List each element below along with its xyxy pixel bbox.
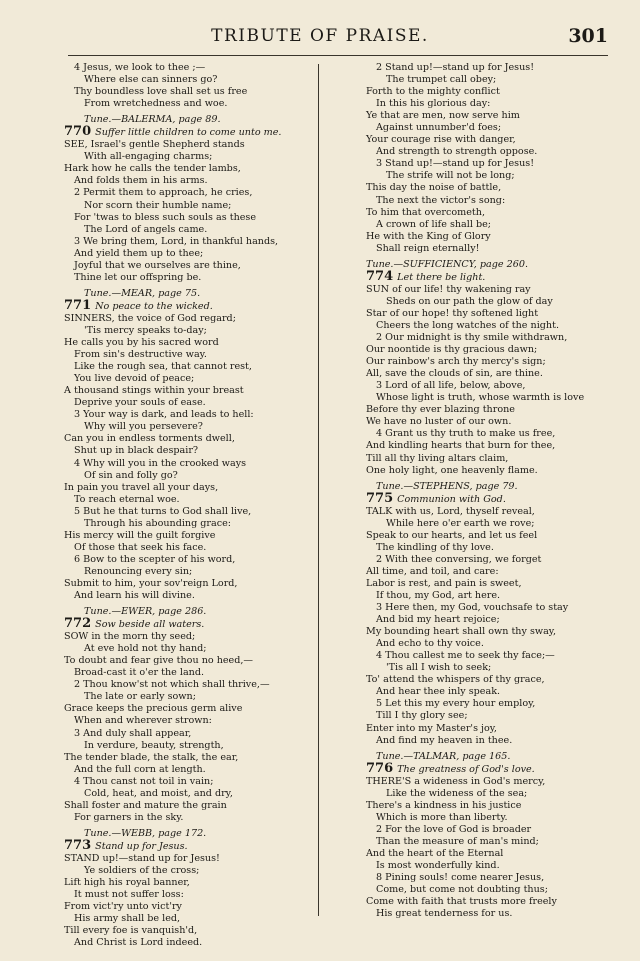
- verse-line: The next the victor's song:: [376, 194, 506, 206]
- verse-line: Deprive your souls of ease.: [74, 397, 206, 409]
- hymn-heading: [64, 126, 312, 139]
- verse-line: Ye soldiers of the cross;: [84, 865, 200, 877]
- verse-line: Why will you persevere?: [84, 421, 203, 433]
- verse-line: The late or early sown;: [84, 691, 196, 703]
- column-divider: [318, 64, 319, 916]
- verse-line: And learn his will divine.: [74, 590, 195, 602]
- verse-line: 5 But he that turns to God shall live,: [74, 505, 252, 517]
- verse-line: Labor is rest, and pain is sweet,: [366, 577, 522, 589]
- verse-line: Till every foe is vanquish'd,: [64, 925, 198, 937]
- verse-line: 3 Lord of all life, below, above,: [376, 380, 526, 392]
- verse-line: Whose light is truth, whose warmth is love: [376, 392, 585, 404]
- verse-line: Our noontide is thy gracious dawn;: [366, 344, 538, 356]
- hymn-first-line: SEE, Israel's gentle Shepherd stands: [64, 139, 245, 151]
- verse-line: Star of our hope! thy softened light: [366, 307, 539, 319]
- tune-line: Tune.—STEPHENS, page 79.: [376, 480, 518, 492]
- verse-line: 6 Bow to the scepter of his word,: [74, 553, 236, 565]
- hymn-heading: [64, 618, 312, 631]
- verse-line: In verdure, beauty, strength,: [84, 739, 224, 751]
- verse-line: While here o'er earth we rove;: [386, 517, 535, 529]
- verse-line: Like the rough sea, that cannot rest,: [74, 361, 252, 373]
- verse-line: With all-engaging charms;: [84, 151, 213, 163]
- hymn-number: 775: [366, 490, 394, 506]
- verse-line: If thou, my God, art here.: [376, 590, 501, 602]
- verse-line: The Lord of angels came.: [84, 223, 208, 235]
- verse-line: 8 Pining souls! come nearer Jesus,: [376, 872, 545, 884]
- verse-line: The trumpet call obey;: [386, 74, 497, 86]
- verse-line: When and wherever strown:: [74, 715, 212, 727]
- verse-line: 2 Stand up!—stand up for Jesus!: [376, 62, 535, 73]
- verse-line: Cheers the long watches of the night.: [376, 319, 560, 331]
- hymn-number: 773: [64, 837, 92, 853]
- verse-line: One holy light, one heavenly flame.: [366, 464, 538, 476]
- verse-line: The tender blade, the stalk, the ear,: [64, 751, 239, 763]
- left-column: [64, 62, 312, 949]
- hymn-topic: No peace to the wicked.: [95, 300, 213, 312]
- verse-line: To' attend the whispers of thy grace,: [366, 674, 545, 686]
- verse-line: 4 Thou callest me to seek thy face;—: [376, 650, 555, 662]
- verse-line: Enter into my Master's joy,: [366, 722, 497, 734]
- verse-line: Shall reign eternally!: [376, 242, 480, 254]
- verse-line: 2 Our midnight is thy smile withdrawn,: [376, 332, 568, 344]
- hymn-first-line: THERE'S a wideness in God's mercy,: [366, 775, 546, 787]
- hymn-topic: Suffer little children to come unto me.: [95, 127, 282, 139]
- verse-line: To doubt and fear give thou no heed,—: [64, 655, 254, 667]
- verse-line: 3 We bring them, Lord, in thankful hands,: [74, 235, 279, 247]
- verse-line: Than the measure of man's mind;: [376, 835, 539, 847]
- verse-line: 2 Thou know'st not which shall thrive,—: [74, 679, 270, 691]
- verse-line: And strength to strength oppose.: [376, 146, 538, 158]
- verse-line: To reach eternal woe.: [74, 493, 180, 505]
- verse-line: 3 Here then, my God, vouchsafe to stay: [376, 602, 569, 614]
- verse-line: His great tenderness for us.: [376, 908, 513, 920]
- verse-line: And the full corn at length.: [74, 763, 206, 775]
- tune-line: Tune.—MEAR, page 75.: [84, 287, 201, 299]
- verse-line: His mercy will the guilt forgive: [64, 529, 216, 541]
- verse-line: Thine let our offspring be.: [74, 271, 202, 283]
- verse-line: 4 Jesus, we look to thee ;—: [74, 62, 206, 73]
- verse-line: He with the King of Glory: [366, 230, 491, 242]
- verse-line: 2 Permit them to approach, he cries,: [74, 187, 253, 199]
- hymn-number: 774: [366, 268, 394, 284]
- verse-line: And folds them in his arms.: [74, 175, 208, 187]
- verse-line: 4 Why will you in the crooked ways: [74, 457, 247, 469]
- verse-line: For 'twas to bless such souls as these: [74, 211, 257, 223]
- hymn-heading: [64, 837, 312, 853]
- hymn-heading: [64, 297, 312, 313]
- verse-line: In this his glorious day:: [376, 98, 491, 110]
- hymn-number: 771: [64, 297, 92, 313]
- verse-line: 2 For the love of God is broader: [376, 823, 532, 835]
- header-rule: [68, 55, 608, 56]
- verse-line: This day the noise of battle,: [366, 182, 502, 194]
- hymn-heading: [366, 760, 606, 776]
- verse-line: 3 Stand up!—stand up for Jesus!: [376, 158, 535, 170]
- hymn-topic: Let there be light.: [397, 271, 486, 283]
- verse-line: Sheds on our path the glow of day: [386, 295, 553, 307]
- verse-line: 'Tis mercy speaks to-day;: [84, 324, 207, 336]
- verse-line: Of sin and folly go?: [84, 469, 178, 481]
- verse-line: Before thy ever blazing throne: [366, 404, 515, 416]
- verse-line: And yield them up to thee;: [74, 247, 204, 259]
- verse-line: Come, but come not doubting thus;: [376, 884, 548, 896]
- verse-line: From sin's destructive way.: [74, 349, 207, 361]
- hymn-first-line: TALK with us, Lord, thyself reveal,: [366, 505, 535, 517]
- verse-line: Of those that seek his face.: [74, 541, 207, 553]
- verse-line: A thousand stings within your breast: [64, 385, 244, 397]
- verse-line: Forth to the mighty conflict: [366, 86, 500, 98]
- hymn-first-line: STAND up!—stand up for Jesus!: [64, 853, 220, 864]
- verse-line: And hear thee inly speak.: [376, 686, 501, 698]
- verse-line: 'Tis all I wish to seek;: [386, 662, 492, 674]
- verse-line: Shall foster and mature the grain: [64, 799, 227, 811]
- verse-line: To him that overcometh,: [366, 206, 485, 218]
- verse-line: Which is more than liberty.: [376, 811, 508, 823]
- verse-line: Nor scorn their humble name;: [84, 199, 232, 211]
- verse-line: Ye that are men, now serve him: [366, 110, 520, 122]
- verse-line: Like the wideness of the sea;: [386, 787, 528, 799]
- verse-line: From wretchedness and woe.: [84, 98, 228, 110]
- verse-line: Our rainbow's arch thy mercy's sign;: [366, 356, 546, 368]
- hymn-topic: Communion with God.: [397, 493, 506, 505]
- verse-line: All time, and toil, and care:: [366, 565, 499, 577]
- hymn-topic: Stand up for Jesus.: [95, 840, 188, 852]
- verse-line: And echo to thy voice.: [376, 638, 484, 650]
- hymn-number: 772: [64, 616, 92, 632]
- right-column: [366, 62, 606, 920]
- verse-line: Speak to our hearts, and let us feel: [366, 529, 538, 541]
- verse-line: Submit to him, your sov'reign Lord,: [64, 577, 238, 589]
- verse-line: It must not suffer loss:: [74, 889, 184, 901]
- verse-line: From vict'ry unto vict'ry: [64, 901, 182, 913]
- verse-line: Where else can sinners go?: [84, 74, 218, 86]
- verse-line: And kindling hearts that burn for thee,: [366, 440, 556, 452]
- verse-line: Against unnumber'd foes;: [376, 122, 502, 134]
- verse-line: The strife will not be long;: [386, 170, 515, 182]
- tune-line: Tune.—TALMAR, page 165.: [376, 750, 511, 762]
- tune-line: Tune.—EWER, page 286.: [84, 606, 207, 618]
- verse-line: 4 Thou canst not toil in vain;: [74, 775, 214, 787]
- verse-line: His army shall be led,: [74, 913, 181, 925]
- page-number: 301: [568, 25, 608, 47]
- verse-line: And find my heaven in thee.: [376, 734, 513, 746]
- tune-line: Tune.—SUFFICIENCY, page 260.: [366, 258, 528, 270]
- verse-line: 2 With thee conversing, we forget: [376, 553, 542, 565]
- verse-line: Shut up in black despair?: [74, 445, 199, 457]
- verse-line: In pain you travel all your days,: [64, 481, 219, 493]
- verse-line: All, save the clouds of sin, are thine.: [366, 368, 543, 380]
- hymn-number: 776: [366, 760, 394, 776]
- verse-line: You live devoid of peace;: [74, 373, 195, 385]
- running-title: TRIBUTE OF PRAISE.: [211, 26, 429, 46]
- verse-line: He calls you by his sacred word: [64, 337, 219, 349]
- verse-line: And Christ is Lord indeed.: [74, 937, 203, 949]
- hymn-number: 770: [64, 124, 92, 140]
- verse-line: There's a kindness in his justice: [366, 799, 522, 811]
- verse-line: The kindling of thy love.: [376, 541, 494, 553]
- verse-line: Joyful that we ourselves are thine,: [74, 259, 241, 271]
- page-header: [0, 26, 640, 50]
- verse-line: Hark how he calls the tender lambs,: [64, 163, 241, 175]
- verse-line: 5 Let this my every hour employ,: [376, 698, 536, 710]
- hymn-heading: [366, 490, 606, 506]
- verse-line: My bounding heart shall own thy sway,: [366, 626, 556, 638]
- hymn-topic: The greatness of God's love.: [397, 763, 535, 775]
- verse-line: Lift high his royal banner,: [64, 877, 190, 889]
- verse-line: Can you in endless torments dwell,: [64, 433, 235, 445]
- hymn-first-line: SUN of our life! thy wakening ray: [366, 283, 531, 295]
- verse-line: And the heart of the Eternal: [366, 848, 504, 859]
- hymn-topic: Sow beside all waters.: [95, 619, 205, 631]
- verse-line: 3 And duly shall appear,: [74, 727, 192, 739]
- hymn-first-line: SINNERS, the voice of God regard;: [64, 312, 236, 324]
- tune-line: Tune.—BALERMA, page 89.: [84, 114, 221, 126]
- verse-line: Thy boundless love shall set us free: [74, 86, 248, 98]
- verse-line: Cold, heat, and moist, and dry,: [84, 787, 233, 799]
- verse-line: A crown of life shall be;: [376, 218, 492, 230]
- verse-line: And bid my heart rejoice;: [376, 614, 500, 626]
- verse-line: At eve hold not thy hand;: [84, 643, 207, 655]
- verse-line: Renouncing every sin;: [84, 565, 193, 577]
- verse-line: For garners in the sky.: [74, 811, 184, 823]
- verse-line: Grace keeps the precious germ alive: [64, 703, 243, 715]
- hymn-heading: [366, 268, 606, 284]
- verse-line: Broad-cast it o'er the land.: [74, 667, 205, 679]
- verse-line: Till I thy glory see;: [376, 710, 468, 722]
- tune-line: Tune.—WEBB, page 172.: [84, 827, 207, 839]
- verse-line: 4 Grant us thy truth to make us free,: [376, 428, 556, 440]
- hymn-first-line: SOW in the morn thy seed;: [64, 631, 196, 643]
- verse-line: Through his abounding grace:: [84, 517, 232, 529]
- verse-line: Come with faith that trusts more freely: [366, 896, 557, 908]
- verse-line: We have no luster of our own.: [366, 416, 512, 428]
- verse-line: Is most wonderfully kind.: [376, 860, 500, 872]
- verse-line: 3 Your way is dark, and leads to hell:: [74, 409, 254, 421]
- verse-line: Your courage rise with danger,: [366, 134, 516, 146]
- verse-line: Till all thy living altars claim,: [366, 452, 509, 464]
